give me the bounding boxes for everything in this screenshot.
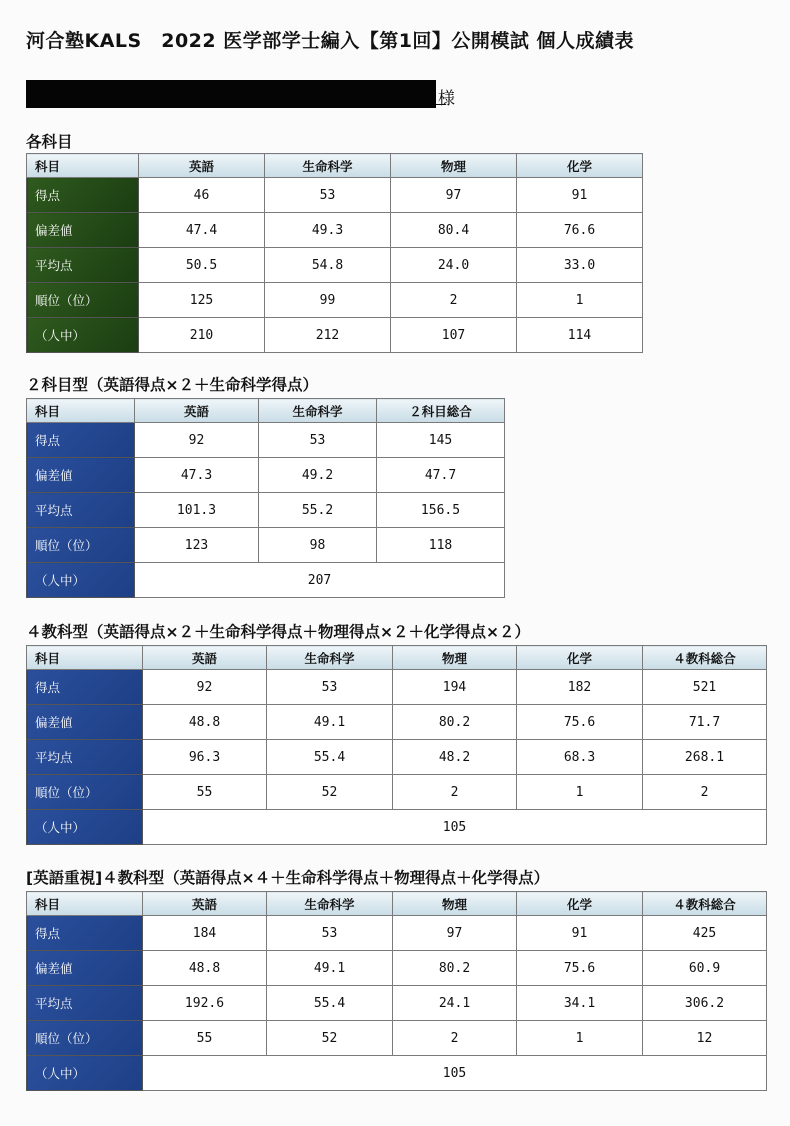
cell: 75.6: [517, 705, 643, 740]
cell: 306.2: [643, 986, 767, 1021]
table-row: [27, 916, 767, 951]
cell: 2: [393, 775, 517, 810]
row-label: 得点: [27, 670, 143, 705]
table-row: [27, 1056, 767, 1091]
col-header: 化学: [517, 646, 643, 670]
cell: 91: [517, 178, 643, 213]
cell: 156.5: [377, 493, 505, 528]
col-header: 物理: [393, 646, 517, 670]
cell: 212: [265, 318, 391, 353]
col-header: 科目: [27, 154, 139, 178]
table-row: [27, 775, 767, 810]
cell: 55: [143, 775, 267, 810]
table-row: [27, 318, 643, 353]
table-row: [27, 248, 643, 283]
honorific-label: 様: [438, 89, 455, 109]
cell: 75.6: [517, 951, 643, 986]
row-label: （人中）: [27, 1056, 143, 1091]
row-label: 平均点: [27, 248, 139, 283]
table-row: [27, 493, 505, 528]
cell: 55: [143, 1021, 267, 1056]
table-row: [27, 705, 767, 740]
cell: 47.3: [135, 458, 259, 493]
cell: 49.3: [265, 213, 391, 248]
col-header: ４教科総合: [643, 646, 767, 670]
table-row: [27, 670, 767, 705]
cell: 268.1: [643, 740, 767, 775]
table-2subject: [26, 398, 505, 598]
cell: 80.2: [393, 951, 517, 986]
cell: 1: [517, 283, 643, 318]
cell: 80.4: [391, 213, 517, 248]
cell: 192.6: [143, 986, 267, 1021]
row-label: 順位（位）: [27, 528, 135, 563]
cell: 24.0: [391, 248, 517, 283]
col-header: 物理: [393, 892, 517, 916]
cell: 33.0: [517, 248, 643, 283]
cell: 96.3: [143, 740, 267, 775]
cell: 34.1: [517, 986, 643, 1021]
cell-total: 105: [143, 810, 767, 845]
table-row: [27, 458, 505, 493]
cell: 48.2: [393, 740, 517, 775]
table-4subject: [26, 645, 767, 845]
table-row: [27, 283, 643, 318]
cell: 68.3: [517, 740, 643, 775]
cell: 182: [517, 670, 643, 705]
cell: 53: [267, 916, 393, 951]
table-row: [27, 1021, 767, 1056]
col-header: 物理: [391, 154, 517, 178]
cell: 48.8: [143, 951, 267, 986]
row-label: 平均点: [27, 986, 143, 1021]
row-label: 得点: [27, 423, 135, 458]
cell: 118: [377, 528, 505, 563]
col-header: 生命科学: [267, 892, 393, 916]
cell: 47.4: [139, 213, 265, 248]
row-label: 平均点: [27, 740, 143, 775]
row-label: 平均点: [27, 493, 135, 528]
cell: 46: [139, 178, 265, 213]
row-label: 得点: [27, 916, 143, 951]
cell: 53: [259, 423, 377, 458]
cell: 24.1: [393, 986, 517, 1021]
cell: 48.8: [143, 705, 267, 740]
row-label: 得点: [27, 178, 139, 213]
col-header: 化学: [517, 154, 643, 178]
cell: 107: [391, 318, 517, 353]
cell: 145: [377, 423, 505, 458]
row-label: 順位（位）: [27, 283, 139, 318]
cell: 49.1: [267, 705, 393, 740]
cell: 76.6: [517, 213, 643, 248]
redacted-name-block: [26, 80, 436, 108]
table-row: [27, 986, 767, 1021]
cell: 114: [517, 318, 643, 353]
cell: 123: [135, 528, 259, 563]
cell: 54.8: [265, 248, 391, 283]
col-header: 生命科学: [265, 154, 391, 178]
col-header: 化学: [517, 892, 643, 916]
section-heading-subjects: 各科目: [26, 133, 73, 151]
cell: 101.3: [135, 493, 259, 528]
col-header: 科目: [27, 646, 143, 670]
table-row: [27, 740, 767, 775]
cell: 97: [393, 916, 517, 951]
row-label: 偏差値: [27, 213, 139, 248]
table-row: [27, 810, 767, 845]
section-heading-2subject: ２科目型（英語得点×２＋生命科学得点）: [26, 376, 318, 394]
col-header: 生命科学: [267, 646, 393, 670]
cell: 2: [393, 1021, 517, 1056]
cell: 92: [143, 670, 267, 705]
table-english-weighted: [26, 891, 767, 1091]
section-heading-4subject: ４教科型（英語得点×２＋生命科学得点＋物理得点×２＋化学得点×２）: [26, 623, 530, 641]
col-header: 科目: [27, 399, 135, 423]
cell: 91: [517, 916, 643, 951]
row-label: 偏差値: [27, 951, 143, 986]
cell: 184: [143, 916, 267, 951]
row-label: 偏差値: [27, 705, 143, 740]
cell: 99: [265, 283, 391, 318]
cell: 210: [139, 318, 265, 353]
cell: 521: [643, 670, 767, 705]
cell: 2: [391, 283, 517, 318]
section-heading-english-weighted: [英語重視]４教科型（英語得点×４＋生命科学得点＋物理得点＋化学得点）: [26, 869, 550, 887]
table-row: [27, 563, 505, 598]
col-header: 英語: [139, 154, 265, 178]
col-header: ４教科総合: [643, 892, 767, 916]
row-label: （人中）: [27, 318, 139, 353]
col-header: 英語: [143, 646, 267, 670]
cell: 92: [135, 423, 259, 458]
cell: 55.2: [259, 493, 377, 528]
cell: 80.2: [393, 705, 517, 740]
col-header: 科目: [27, 892, 143, 916]
cell: 60.9: [643, 951, 767, 986]
cell: 194: [393, 670, 517, 705]
cell: 1: [517, 1021, 643, 1056]
cell: 55.4: [267, 740, 393, 775]
table-row: [27, 951, 767, 986]
cell: 98: [259, 528, 377, 563]
cell: 71.7: [643, 705, 767, 740]
cell: 97: [391, 178, 517, 213]
cell: 50.5: [139, 248, 265, 283]
table-subjects: [26, 153, 643, 353]
cell: 55.4: [267, 986, 393, 1021]
cell: 2: [643, 775, 767, 810]
table-row: [27, 423, 505, 458]
cell: 53: [265, 178, 391, 213]
row-label: 偏差値: [27, 458, 135, 493]
cell: 52: [267, 1021, 393, 1056]
row-label: （人中）: [27, 563, 135, 598]
cell: 52: [267, 775, 393, 810]
page-title: 河合塾KALS 2022 医学部学士編入【第1回】公開模試 個人成績表: [26, 30, 635, 52]
table-row: [27, 178, 643, 213]
col-header: 生命科学: [259, 399, 377, 423]
col-header: 英語: [143, 892, 267, 916]
col-header: 英語: [135, 399, 259, 423]
cell: 47.7: [377, 458, 505, 493]
cell: 1: [517, 775, 643, 810]
cell: 12: [643, 1021, 767, 1056]
cell-total: 207: [135, 563, 505, 598]
cell: 425: [643, 916, 767, 951]
table-row: [27, 213, 643, 248]
row-label: 順位（位）: [27, 775, 143, 810]
cell: 49.2: [259, 458, 377, 493]
cell-total: 105: [143, 1056, 767, 1091]
table-row: [27, 528, 505, 563]
row-label: （人中）: [27, 810, 143, 845]
row-label: 順位（位）: [27, 1021, 143, 1056]
cell: 49.1: [267, 951, 393, 986]
cell: 125: [139, 283, 265, 318]
col-header: ２科目総合: [377, 399, 505, 423]
cell: 53: [267, 670, 393, 705]
